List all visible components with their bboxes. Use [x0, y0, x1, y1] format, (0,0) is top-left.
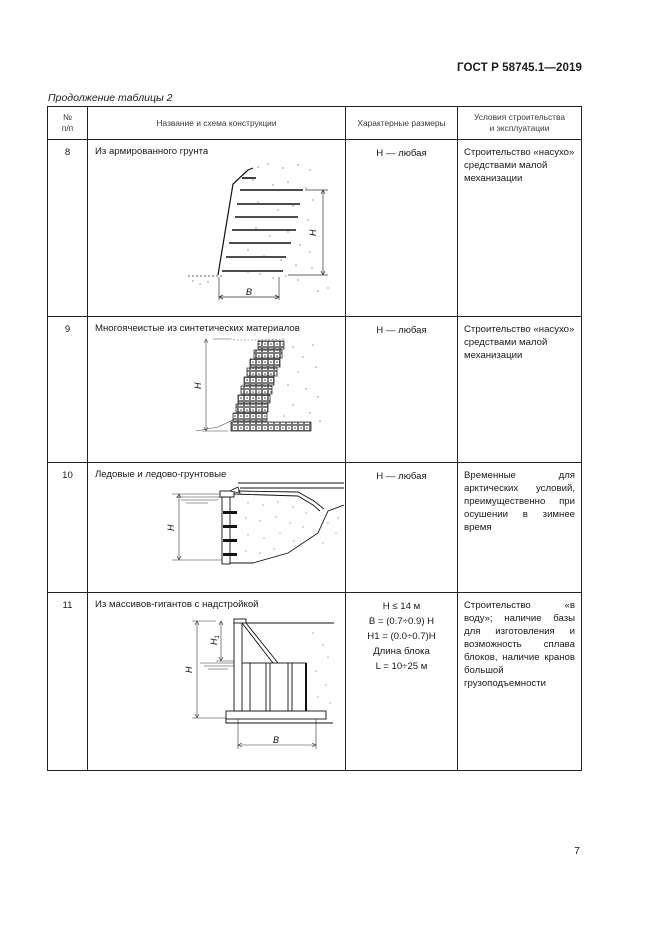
backfill-dots	[283, 344, 320, 421]
row-number: 8	[48, 140, 88, 317]
ice-wall-structure	[220, 487, 240, 564]
column-header-name-text: Название и схема конструкции	[156, 117, 277, 128]
superstructure-strut	[246, 623, 278, 663]
caisson-structure	[226, 619, 326, 719]
h1-label-subscript: 1	[215, 635, 221, 639]
base-label: B	[273, 735, 280, 745]
row-name: Ледовые и ледово-грунтовые	[95, 469, 227, 480]
table-row	[48, 140, 582, 317]
dimension-line: L = 10÷25 м	[375, 661, 428, 672]
column-header-number	[48, 107, 88, 140]
backfill-dots	[192, 163, 328, 291]
ice-top-surface	[234, 494, 320, 511]
dimension-line: H — любая	[376, 148, 427, 159]
cellular-synthetic-wall-diagram	[88, 317, 345, 455]
backfill-dots	[312, 632, 330, 703]
row-conditions: Строительство «насухо» средствами малой механизации	[458, 317, 582, 463]
structures-table	[47, 106, 582, 771]
column-header-name	[88, 107, 346, 140]
row-name-cell	[88, 593, 346, 771]
reinforced-soil-wall-diagram	[88, 140, 345, 309]
table-header-row	[48, 107, 582, 140]
row-conditions: Строительство «в воду»; наличие базы для изготовления и возможность сплава блоков, наличие кранов большой грузоподъемности	[458, 593, 582, 771]
toe-slope-line	[196, 420, 233, 431]
dimension-line: H — любая	[376, 471, 427, 482]
row-number: 10	[48, 463, 88, 593]
row-conditions: Временные для арктических условий, преимущественно при осушении в зимнее время	[458, 463, 582, 593]
giant-caisson-wall-diagram	[88, 593, 345, 763]
row-conditions: Строительство «насухо» средствами малой механизации	[458, 140, 582, 317]
row-dimensions	[346, 317, 458, 463]
column-header-number-text: № п/п	[61, 112, 74, 133]
cell-blocks	[231, 341, 311, 431]
base-label: B	[246, 287, 253, 297]
wall-top-cap	[248, 168, 253, 170]
column-header-conditions-text: Условия строительства и эксплуатации	[474, 112, 565, 133]
h1-label-letter: H	[209, 638, 219, 645]
row-dimensions	[346, 463, 458, 593]
row-name: Из массивов-гигантов с надстройкой	[95, 599, 259, 610]
height-label: H	[193, 382, 203, 389]
height-label: H	[308, 229, 318, 236]
row-name-cell	[88, 317, 346, 463]
ice-soil-dots	[245, 501, 338, 553]
row-name-cell	[88, 140, 346, 317]
height-label: H	[184, 666, 194, 673]
page-number: 7	[574, 845, 580, 857]
dimension-line: B = (0.7÷0.9) H	[368, 616, 435, 627]
dimension-line: H1 = (0.0÷0.7)H	[367, 631, 436, 642]
row-number: 9	[48, 317, 88, 463]
row-dimensions	[346, 593, 458, 771]
dimension-line: H ≤ 14 м	[382, 601, 421, 612]
table-continuation-caption: Продолжение таблицы 2	[48, 92, 173, 104]
column-header-dimensions-text: Характерные размеры	[357, 117, 446, 128]
backfill-top-line	[230, 339, 284, 340]
table-row	[48, 317, 582, 463]
row-number: 11	[48, 593, 88, 771]
row-name: Многоячеистые из синтетических материалов	[95, 323, 300, 334]
row-dimensions	[346, 140, 458, 317]
h1-label	[209, 635, 221, 645]
ice-soil-wall-diagram	[88, 463, 345, 585]
table-row	[48, 593, 582, 771]
column-header-conditions	[458, 107, 582, 140]
superstructure-strut	[242, 623, 273, 663]
document-code: ГОСТ Р 58745.1—2019	[457, 62, 582, 74]
dimension-line: H — любая	[376, 325, 427, 336]
height-label: H	[166, 524, 176, 531]
ice-top-edge	[238, 491, 324, 509]
ice-soil-boundary	[230, 505, 344, 563]
row-name: Из армированного грунта	[95, 146, 209, 157]
row-name-cell	[88, 463, 346, 593]
column-header-dimensions	[346, 107, 458, 140]
wall-facing-line	[218, 170, 248, 275]
table-row	[48, 463, 582, 593]
dimension-line: Длина блока	[373, 646, 430, 657]
